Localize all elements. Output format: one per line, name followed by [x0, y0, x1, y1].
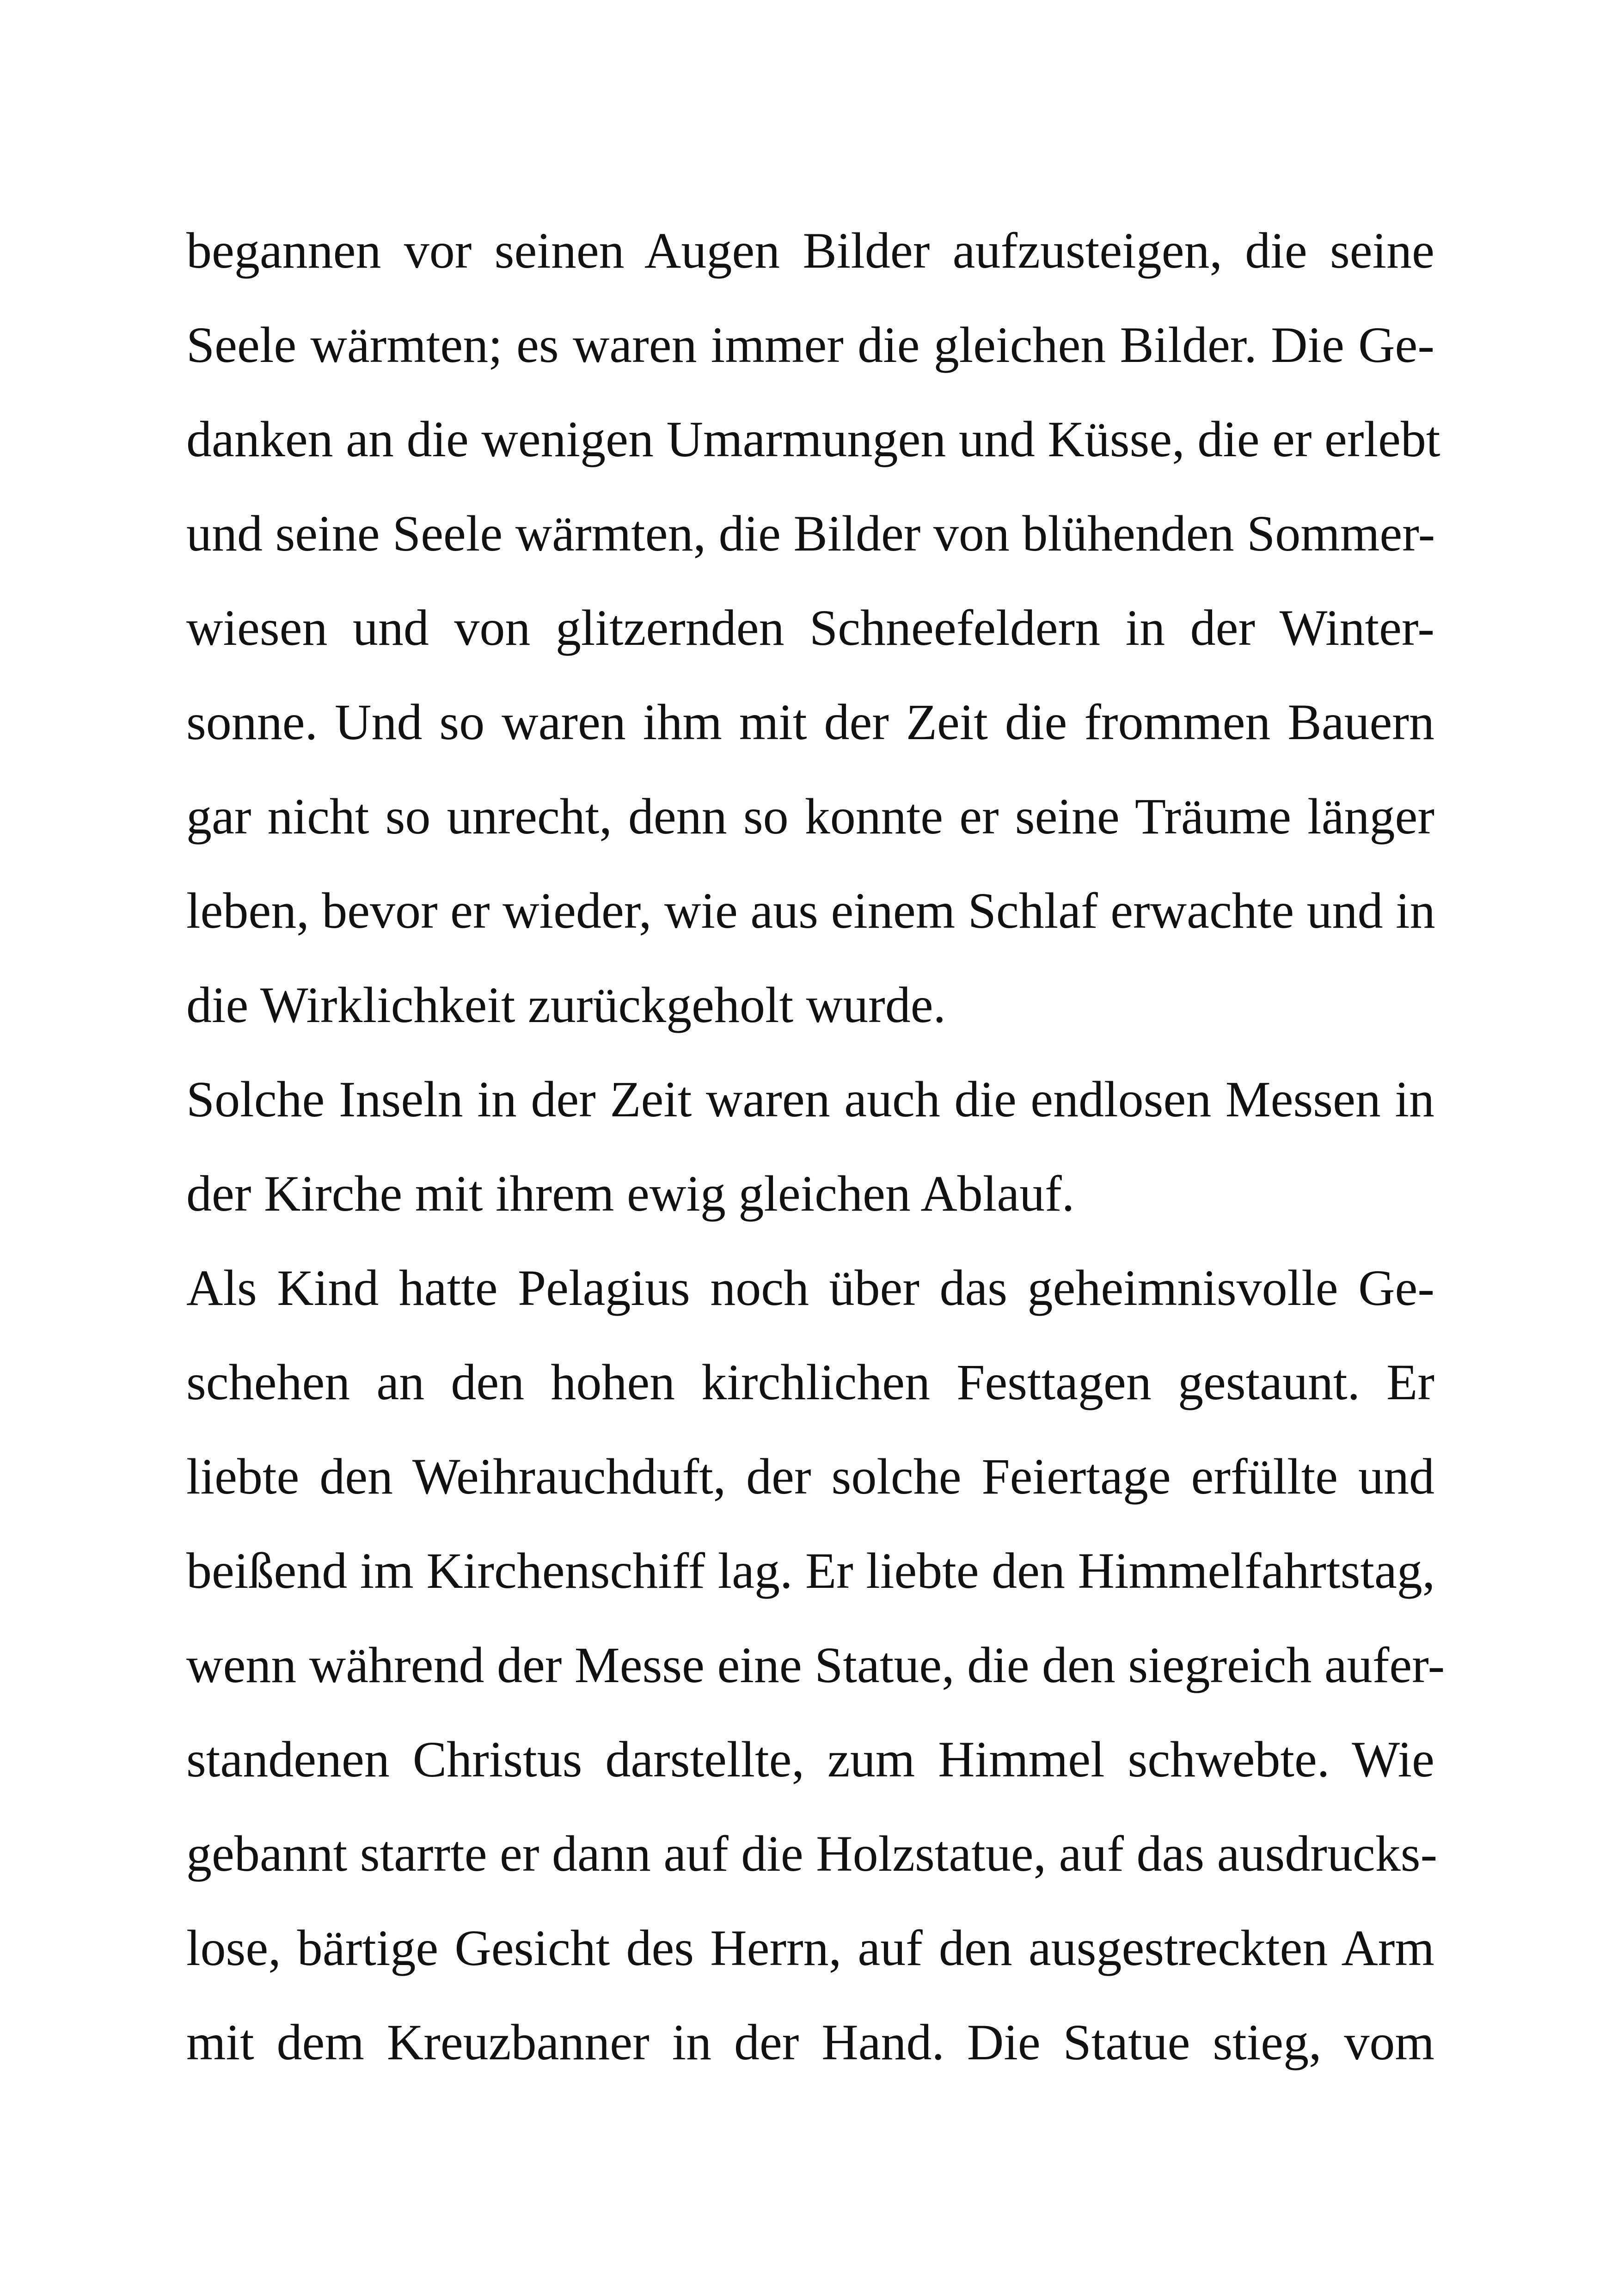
text-line: standenen Christus darstellte, zum Himmel schwebte. Wie	[186, 1731, 1434, 1788]
paragraph-3	[186, 1241, 1445, 2089]
text-line: sonne. Und so waren ihm mit der Zeit die frommen Bauern	[186, 694, 1434, 750]
text-line: lose, bärtige Gesicht des Herrn, auf den ausgestreckten Arm	[186, 1920, 1434, 1976]
text-line: gar nicht so unrecht, denn so konnte er seine Träume länger	[186, 788, 1434, 845]
text-line: Solche Inseln in der Zeit waren auch die endlosen Messen in	[186, 1071, 1434, 1127]
text-line: begannen vor seinen Augen Bilder aufzusteigen, die seine	[186, 222, 1434, 279]
text-line: schehen an den hohen kirchlichen Festtagen gestaunt. Er	[186, 1354, 1434, 1410]
text-line: beißend im Kirchenschiff lag. Er liebte den Himmelfahrtstag,	[186, 1543, 1435, 1599]
text-line: danken an die wenigen Umarmungen und Küsse, die er erlebt	[186, 411, 1440, 467]
text-line: wenn während der Messe eine Statue, die den siegreich aufer-	[186, 1637, 1445, 1693]
text-line: leben, bevor er wieder, wie aus einem Schlaf erwachte und in	[186, 882, 1435, 939]
text-line: Als Kind hatte Pelagius noch über das geheimnisvolle Ge-	[186, 1260, 1434, 1316]
text-line: liebte den Weihrauchduft, der solche Feiertage erfüllte und	[186, 1448, 1434, 1505]
paragraph-2	[186, 1052, 1434, 1241]
text-line: der Kirche mit ihrem ewig gleichen Ablauf.	[186, 1165, 1075, 1222]
text-line: die Wirklichkeit zurückgeholt wurde.	[186, 977, 946, 1033]
text-line: und seine Seele wärmten, die Bilder von blühenden Sommer-	[186, 505, 1435, 562]
paragraph-1	[186, 203, 1440, 1052]
text-line: gebannt starrte er dann auf die Holzstatue, auf das ausdrucks-	[186, 1825, 1438, 1882]
body-text	[186, 203, 1445, 2089]
text-line: mit dem Kreuzbanner in der Hand. Die Statue stieg, vom	[186, 2014, 1434, 2070]
text-line: Seele wärmten; es waren immer die gleichen Bilder. Die Ge-	[186, 317, 1434, 373]
text-line: wiesen und von glitzernden Schneefeldern in der Winter-	[186, 600, 1434, 656]
